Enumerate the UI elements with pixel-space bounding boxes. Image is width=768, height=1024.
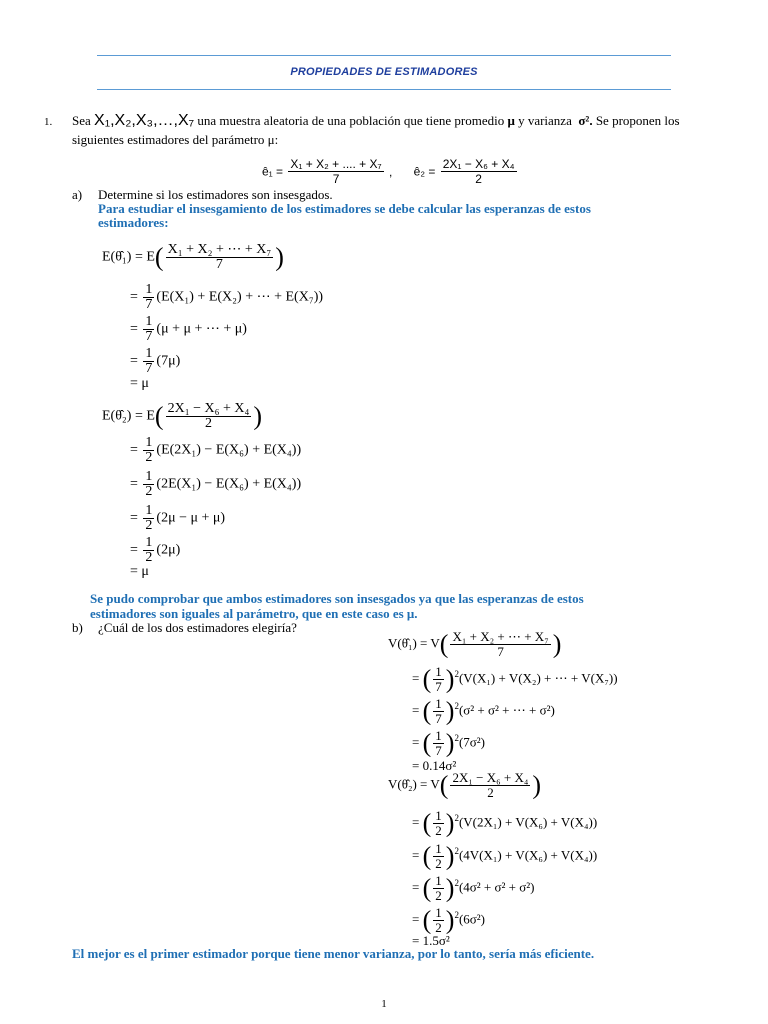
- e1-step-2: (μ + μ + ⋯ + μ): [156, 321, 247, 337]
- e2-line-2: [130, 470, 301, 499]
- equals: =: [130, 510, 138, 526]
- denominator: 7: [145, 329, 153, 344]
- one-seventh: [433, 665, 444, 694]
- v2-fraction: [450, 771, 530, 800]
- e1-lhs: E(θ̂₁) = E: [102, 249, 155, 265]
- estimator-separator: ,: [388, 164, 393, 179]
- title-underline: [97, 89, 671, 90]
- one-seventh: [143, 315, 154, 344]
- exponent: 2: [454, 669, 459, 680]
- estimator-2-fraction: [441, 157, 517, 186]
- v1-numerator: X₁ + X₂ + ⋯ + X₇: [452, 629, 549, 644]
- equals: =: [130, 476, 138, 492]
- numerator: 1: [145, 282, 153, 297]
- equals: =: [412, 847, 420, 863]
- e2-line-0: E(θ̂₂) = E( $\frac{\text{2X₁ − X₆ + X₄}}{2}$ ): [102, 401, 263, 431]
- e1-denominator: 7: [215, 257, 223, 272]
- one-half: [143, 504, 154, 533]
- denominator: 7: [435, 743, 442, 758]
- one-half: [143, 436, 154, 465]
- numerator: 1: [435, 905, 442, 920]
- estimator-1-lhs: ê₁ =: [262, 164, 284, 179]
- equals: =: [130, 353, 138, 369]
- v2-step-4: (6σ²): [458, 911, 486, 927]
- e2-step-4: (2μ): [156, 542, 181, 558]
- top-rule: [97, 55, 671, 56]
- v1-step-1: (V(X₁) + V(X₂) + ⋯ + V(X₇)): [458, 670, 618, 686]
- problem-text-d: Se proponen los: [595, 113, 680, 128]
- one-seventh: [143, 347, 154, 376]
- v2-step-3: (4σ² + σ² + σ²): [458, 879, 535, 895]
- equals: =: [412, 702, 420, 718]
- one-seventh: [433, 697, 444, 726]
- equals: =: [412, 879, 420, 895]
- e1-line-1: [130, 283, 323, 312]
- denominator: 2: [435, 856, 442, 871]
- numerator: 1: [435, 873, 442, 888]
- e2-line-3: [130, 504, 225, 533]
- v1-line-3: = ( $\frac{1}{7}$ )$^2$(7σ²): [412, 728, 486, 758]
- e1-line-4: = μ: [130, 376, 149, 391]
- estimator-1-denominator: 7: [332, 172, 340, 186]
- part-a-conclusion-2: estimadores son iguales al parámetro, que en este caso es μ.: [90, 606, 418, 621]
- exponent: 2: [454, 701, 459, 712]
- e2-line-5: = μ: [130, 564, 149, 579]
- v1-line-1: = ( $\frac{1}{7}$ )$^2$(V(X₁) + V(X₂) + ⋯ + V(X₇)): [412, 664, 618, 694]
- e1-line-2: [130, 315, 247, 344]
- equals: =: [412, 734, 420, 750]
- denominator: 7: [435, 711, 442, 726]
- e1-fraction: [166, 243, 274, 272]
- e1-line-0: E(θ̂₁) = E( $\frac{\text{X₁ + X₂ + ⋯ + X₇}}{7}$ ): [102, 242, 284, 272]
- estimator-2-denominator: 2: [475, 172, 482, 186]
- numerator: 1: [145, 503, 153, 518]
- v2-line-1: = ( $\frac{1}{2}$ )$^2$(V(2X₁) + V(X₆) + V(X₄)): [412, 808, 598, 838]
- exponent: 2: [454, 813, 459, 824]
- denominator: 2: [145, 550, 153, 565]
- e1-line-3: [130, 347, 180, 376]
- e2-step-1: (E(2X₁) − E(X₆) + E(X₄)): [156, 442, 302, 458]
- v1-line-4: = 0.14σ²: [412, 758, 457, 773]
- numerator: 1: [145, 435, 153, 450]
- v2-step-2: (4V(X₁) + V(X₆) + V(X₄)): [458, 847, 598, 863]
- v1-line-2: = ( $\frac{1}{7}$ )$^2$(σ² + σ² + ⋯ + σ²): [412, 696, 555, 726]
- numerator: 1: [145, 535, 153, 550]
- v1-lhs: V(θ̂₁) = V: [388, 635, 440, 651]
- equals: =: [130, 542, 138, 558]
- v2-line-3: = ( $\frac{1}{2}$ )$^2$(4σ² + σ² + σ²): [412, 873, 535, 903]
- part-a-intro-1: Para estudiar el insesgamiento de los estimadores se debe calcular las esperanzas de estos: [98, 201, 591, 216]
- denominator: 2: [145, 484, 153, 499]
- e2-numerator: 2X₁ − X₆ + X₄: [167, 401, 250, 416]
- problem-text-sea: Sea: [72, 113, 91, 128]
- part-a-intro-2: estimadores:: [98, 215, 169, 230]
- denominator: 2: [435, 920, 442, 935]
- exponent: 2: [454, 733, 459, 744]
- v2-line-2: = ( $\frac{1}{2}$ )$^2$(4V(X₁) + V(X₆) + V(X₄)): [412, 841, 598, 871]
- e2-lhs: E(θ̂₂) = E: [102, 408, 155, 424]
- problem-text-c: y varianza: [518, 113, 572, 128]
- v1-line-0: V(θ̂₁) = V( $\frac{\text{X₁ + X₂ + ⋯ + X₇}}{7}$ ): [388, 629, 562, 659]
- part-b-question: ¿Cuál de los dos estimadores elegiría?: [98, 620, 297, 635]
- e1-numerator: X₁ + X₂ + ⋯ + X₇: [167, 242, 272, 257]
- estimator-2-numerator: 2X₁ − X₆ + X₄: [442, 157, 515, 171]
- v2-numerator: 2X₁ − X₆ + X₄: [452, 770, 529, 785]
- v1-denominator: 7: [497, 644, 504, 659]
- exponent: 2: [454, 910, 459, 921]
- denominator: 7: [145, 361, 153, 376]
- denominator: 2: [435, 823, 442, 838]
- problem-number: 1.: [44, 116, 53, 128]
- one-seventh: [433, 729, 444, 758]
- one-half: [433, 874, 444, 903]
- sample-variables: X₁,X₂,X₃,…,X₇: [94, 112, 195, 129]
- equals: =: [412, 670, 420, 686]
- one-half: [433, 842, 444, 871]
- page-number: 1: [381, 998, 387, 1010]
- e2-step-3: (2μ − μ + μ): [156, 510, 226, 526]
- equals: =: [412, 911, 420, 927]
- problem-text-b: una muestra aleatoria de una población que tiene promedio: [197, 113, 505, 128]
- one-half: [143, 536, 154, 565]
- v1-step-2: (σ² + σ² + ⋯ + σ²): [458, 702, 555, 718]
- denominator: 7: [145, 297, 153, 312]
- e2-denominator: 2: [204, 416, 212, 431]
- v1-fraction: [450, 630, 550, 659]
- part-a-question: Determine si los estimadores son insesgados.: [98, 187, 333, 202]
- sigma-squared: σ².: [578, 113, 593, 128]
- e1-step-1: (E(X₁) + E(X₂) + ⋯ + E(X₇)): [156, 289, 324, 305]
- e2-line-1: [130, 436, 301, 465]
- exponent: 2: [454, 878, 459, 889]
- denominator: 2: [435, 888, 442, 903]
- numerator: 1: [435, 664, 442, 679]
- denominator: 2: [145, 450, 153, 465]
- e2-step-2: (2E(X₁) − E(X₆) + E(X₄)): [156, 476, 302, 492]
- numerator: 1: [435, 728, 442, 743]
- equals: =: [130, 321, 138, 337]
- part-b-label: b): [72, 620, 83, 635]
- part-b-conclusion: El mejor es el primer estimador porque tiene menor varianza, por lo tanto, sería más eficiente.: [72, 946, 595, 961]
- exponent: 2: [454, 846, 459, 857]
- denominator: 2: [145, 518, 153, 533]
- e2-line-4: [130, 536, 180, 565]
- problem-line-2: siguientes estimadores del parámetro μ:: [72, 132, 279, 147]
- v2-denominator: 2: [487, 785, 494, 800]
- numerator: 1: [145, 469, 153, 484]
- denominator: 7: [435, 679, 442, 694]
- problem-line-1: [72, 112, 680, 129]
- one-half: [143, 470, 154, 499]
- estimator-definitions: [262, 157, 519, 186]
- one-half: [433, 809, 444, 838]
- v2-step-1: (V(2X₁) + V(X₆) + V(X₄)): [458, 814, 598, 830]
- v2-line-5: = 1.5σ²: [412, 933, 450, 948]
- page-title: PROPIEDADES DE ESTIMADORES: [290, 66, 478, 78]
- numerator: 1: [145, 346, 153, 361]
- numerator: 1: [145, 314, 153, 329]
- one-seventh: [143, 283, 154, 312]
- v2-line-4: = ( $\frac{1}{2}$ )$^2$(6σ²): [412, 905, 486, 935]
- equals: =: [130, 289, 138, 305]
- estimator-2-lhs: ê₂ =: [413, 164, 436, 179]
- v2-line-0: V(θ̂₂) = V( $\frac{\text{2X₁ − X₆ + X₄}}{2}$ ): [388, 770, 542, 800]
- numerator: 1: [435, 841, 442, 856]
- estimator-1-fraction: [288, 157, 383, 186]
- e2-fraction: [166, 402, 252, 431]
- part-a-label: a): [72, 187, 83, 202]
- e1-step-3: (7μ): [156, 353, 181, 369]
- part-a-conclusion-1: Se pudo comprobar que ambos estimadores son insesgados ya que las esperanzas de estos: [90, 591, 584, 606]
- numerator: 1: [435, 808, 442, 823]
- v1-step-3: (7σ²): [458, 734, 486, 750]
- v2-lhs: V(θ̂₂) = V: [388, 776, 440, 792]
- one-half: [433, 906, 444, 935]
- mu-symbol: μ: [507, 113, 515, 128]
- numerator: 1: [435, 696, 442, 711]
- estimator-1-numerator: X₁ + X₂ + .... + X₇: [290, 157, 382, 171]
- equals: =: [412, 814, 420, 830]
- equals: =: [130, 442, 138, 458]
